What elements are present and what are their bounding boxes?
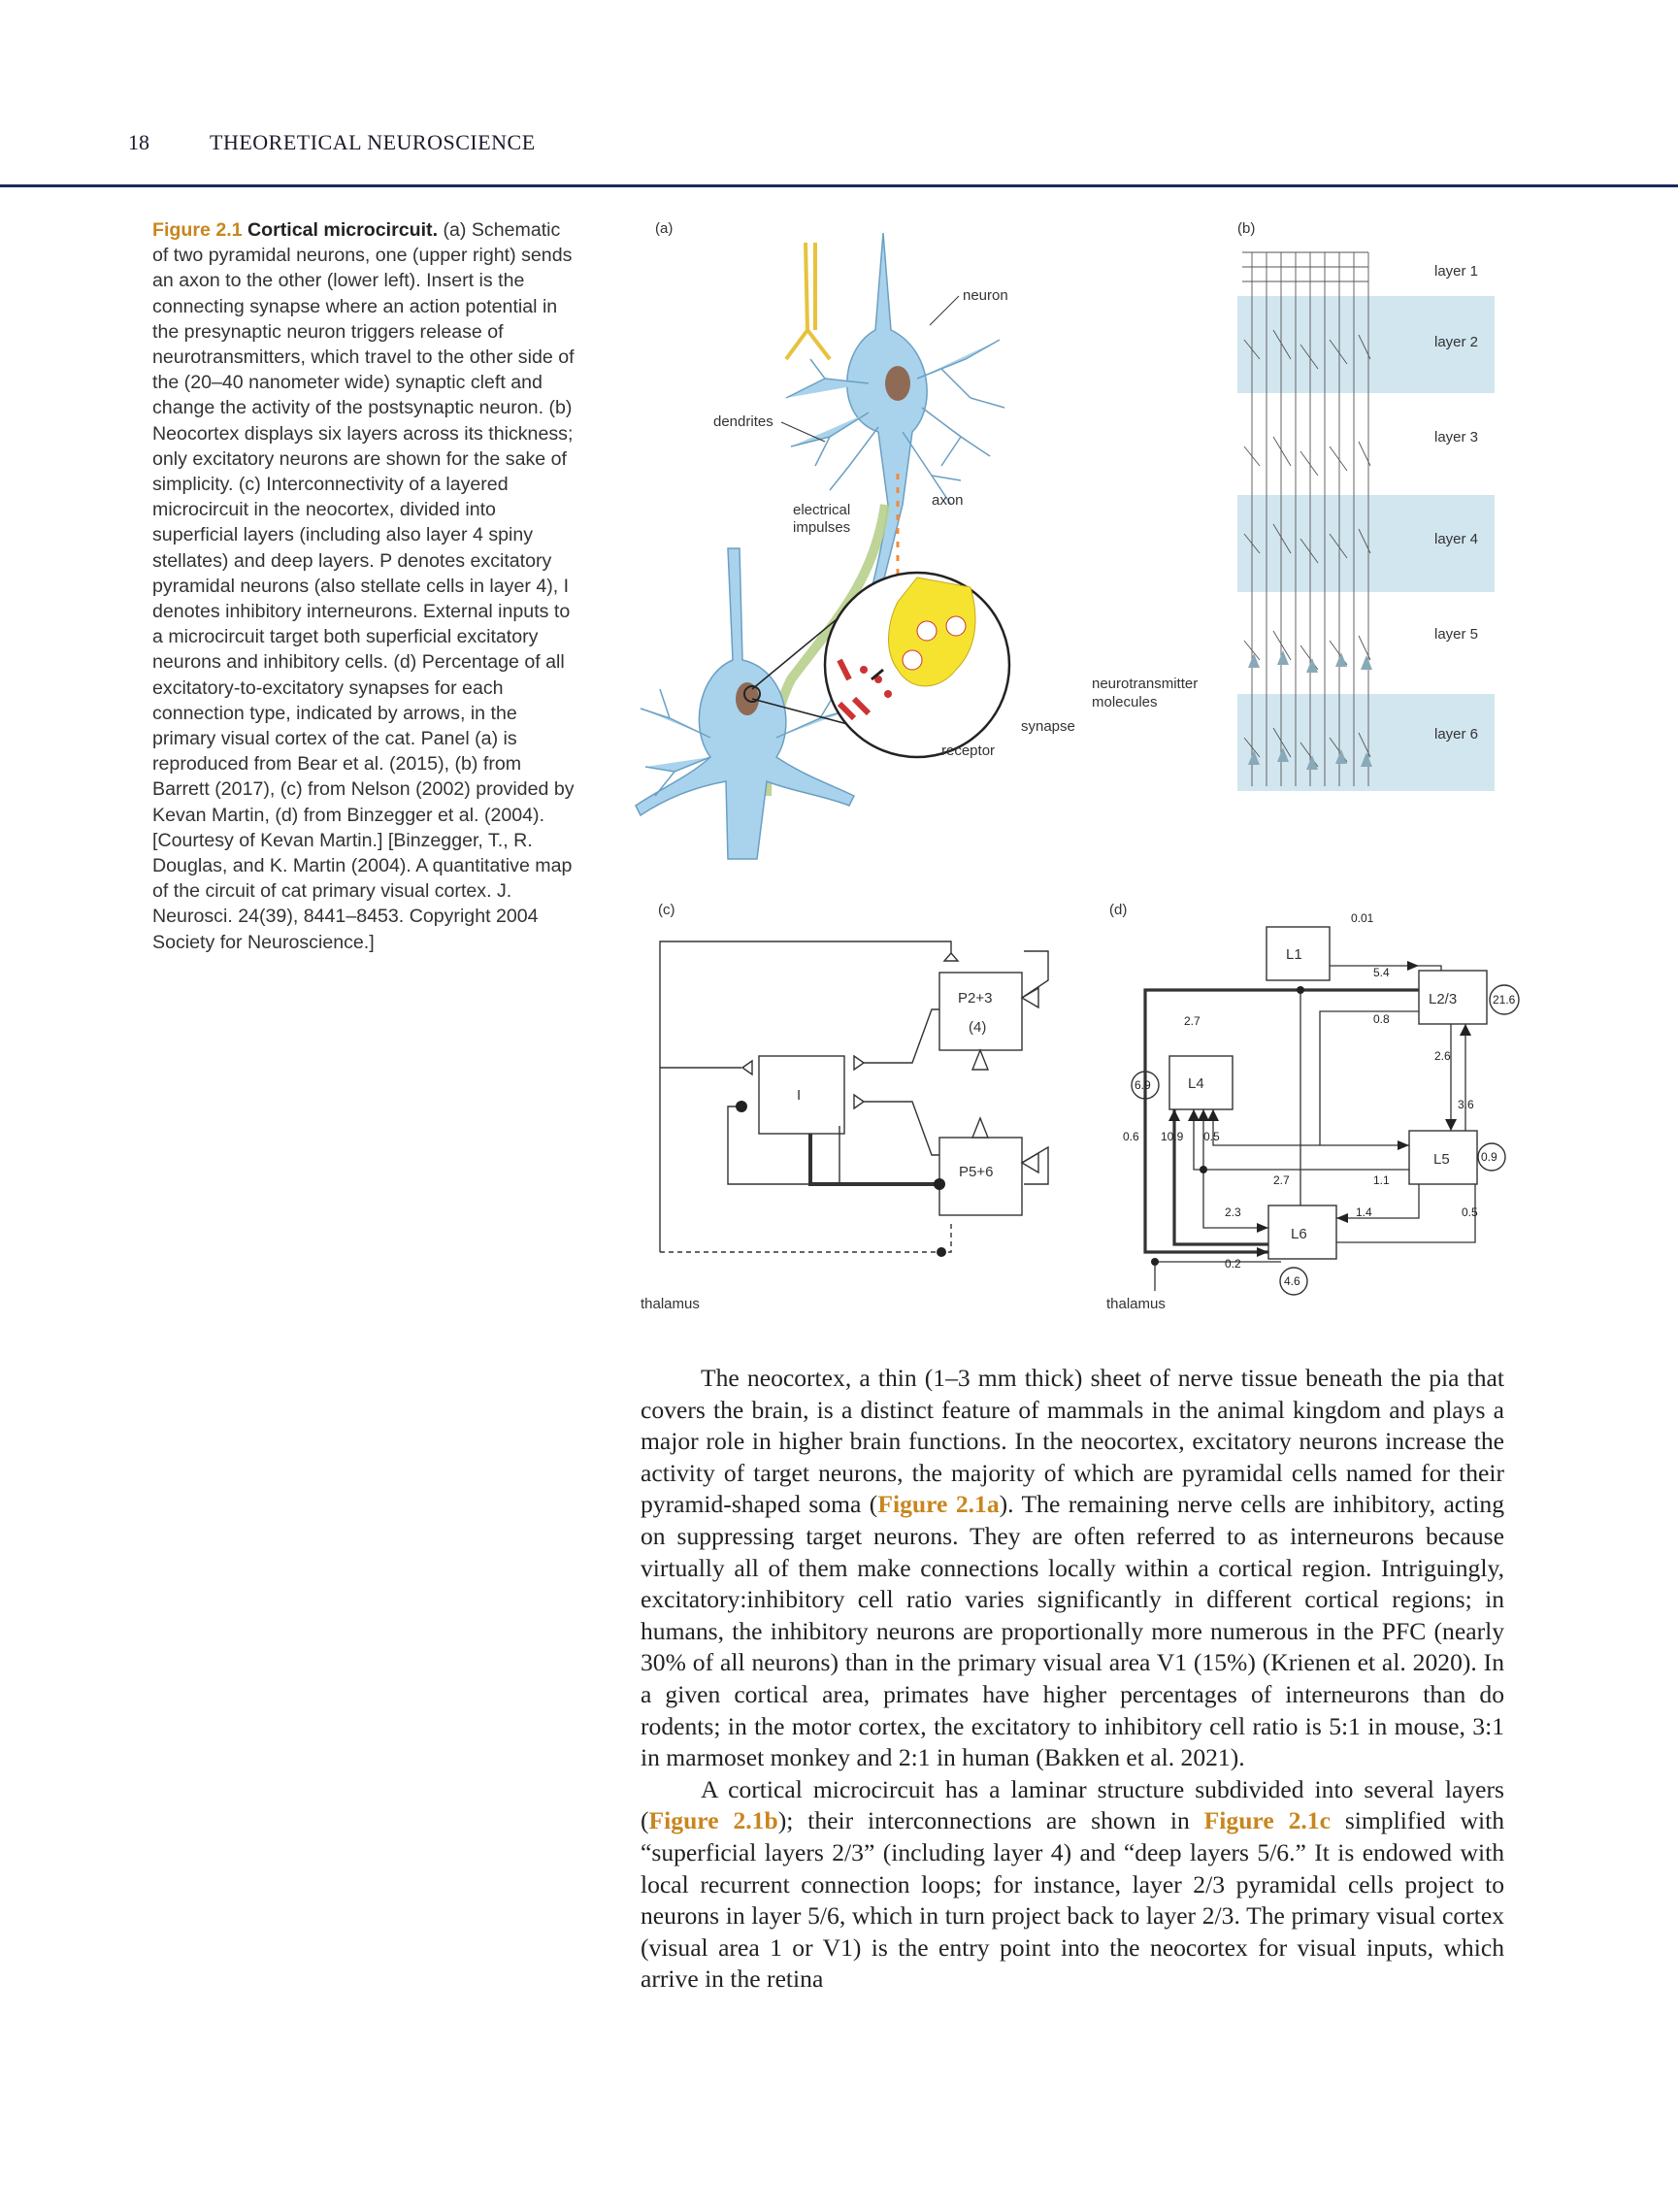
figure-link[interactable]: Figure 2.1b — [648, 1806, 778, 1835]
node-i: I — [797, 1087, 802, 1104]
value-label: 1.1 — [1373, 1173, 1390, 1187]
figure-link[interactable]: Figure 2.1c — [1203, 1806, 1331, 1835]
running-header — [0, 115, 1678, 192]
panel-c — [641, 902, 1048, 1312]
value-label: 2.6 — [1434, 1049, 1451, 1063]
node-l4: L4 — [1188, 1075, 1204, 1092]
layer-label: layer 1 — [1434, 263, 1479, 280]
value-label: 0.5 — [1462, 1205, 1478, 1219]
value-label: 0.01 — [1351, 911, 1374, 925]
page-number: 18 — [128, 130, 149, 154]
layer-label: layer 5 — [1434, 626, 1479, 643]
caption-title: Cortical microcircuit. — [247, 219, 439, 241]
value-label: 2.7 — [1273, 1173, 1290, 1187]
value-label: 1.4 — [1356, 1205, 1372, 1219]
label-synapse: synapse — [1021, 718, 1075, 735]
value-label: 5.4 — [1373, 966, 1390, 979]
panel-b — [1237, 220, 1495, 791]
value-label: 0.2 — [1225, 1257, 1241, 1271]
paragraph-text: A cortical microcircuit has a laminar structure subdivided into several layers ( — [641, 1774, 1504, 1835]
panel-d-thalamus: thalamus — [1106, 1296, 1166, 1312]
value-label: 0.6 — [1123, 1130, 1139, 1143]
node-l1: L1 — [1286, 946, 1302, 963]
paragraph — [641, 1363, 1504, 1774]
layer-label: layer 4 — [1434, 531, 1479, 547]
paragraph-text: simplified with “superficial layers 2/3” (including layer 4) and “deep layers 5/6.” It is endowed with local recurrent connection loops; for instance, layer 2/3 pyramidal cells project to neurons in layer 5/6, which in turn project back to layer 2/3. The primary visual cortex (visual area 1 or V1) is the entry point into the neocortex for visual inputs, which arrive in the retina — [641, 1806, 1504, 1994]
node-l6: L6 — [1291, 1226, 1307, 1242]
value-label: 0.9 — [1481, 1150, 1497, 1164]
label-molecules: molecules — [1092, 694, 1158, 710]
node-l5: L5 — [1433, 1151, 1450, 1168]
figure-2-1 — [621, 214, 1553, 1320]
layer-label: layer 3 — [1434, 429, 1479, 446]
node-l23: L2/3 — [1429, 991, 1458, 1007]
label-neuron: neuron — [963, 287, 1008, 304]
panel-b-label: (b) — [1237, 220, 1256, 237]
label-neurotransmitter: neurotransmitter — [1092, 676, 1199, 692]
label-impulses: impulses — [793, 519, 851, 536]
running-title: THEORETICAL NEUROSCIENCE — [210, 130, 536, 154]
header-rule — [0, 184, 1678, 187]
i-box — [759, 1056, 844, 1134]
layer-label: layer 2 — [1434, 334, 1479, 350]
node-p56: P5+6 — [959, 1164, 994, 1180]
value-label: 0.8 — [1373, 1012, 1390, 1026]
caption-text: (a) Schematic of two pyramidal neurons, one (upper right) sends an axon to the other (lower left). Insert is the connecting synapse where an action potential in the presynaptic neuron triggers release of neurotransmitters, which travel to the other side of the (20–40 nanometer wide) synaptic cleft and change the activity of the postsynaptic neuron. (b) Neocortex displays six layers across its thickness; only excitatory neurons are shown for the sake of simplicity. (c) Interconnectivity of a layered microcircuit in the neocortex, divided into superficial layers (including also layer 4 spiny stellates) and deep layers. P denotes excitatory pyramidal neurons (also stellate cells in layer 4), I denotes inhibitory interneurons. External inputs to a microcircuit target both superficial excitatory neurons and inhibitory cells. (d) Percentage of all excitatory-to-excitatory synapses for each connection type, indicated by arrows, in the primary visual cortex of the cat. Panel (a) is reproduced from Bear et al. (2015), (b) from Barrett (2017), (c) from Nelson (2002) provided by Kevan Martin, (d) from Binzegger et al. (2004). [Courtesy of Kevan Martin.] [Binzegger, T., R. Douglas, and K. Martin (2004). A quantitative map of the circuit of cat primary visual cortex. J. Neurosci. 24(39), 8441–8453. Copyright 2004 Society for Neuroscience.] — [152, 219, 575, 953]
value-label: 2.7 — [1184, 1014, 1201, 1028]
node-p23: P2+3 — [958, 990, 993, 1007]
panel-d — [1106, 902, 1519, 1312]
upper-neuron-nucleus — [885, 366, 910, 401]
label-dendrites: dendrites — [713, 413, 773, 430]
p23-box — [939, 973, 1022, 1050]
paragraph-text: The neocortex, a thin (1–3 mm thick) sheet of nerve tissue beneath the pia that covers the brain, is a distinct feature of mammals in the animal kingdom and plays a major role in higher brain functions. In the neocortex, excitatory neurons increase the activity of target neurons, the majority of which are pyramidal cells named for their pyramid-shaped soma ( — [641, 1364, 1504, 1519]
label-axon: axon — [932, 492, 964, 509]
figure-svg — [621, 214, 1553, 1320]
panel-c-label: (c) — [658, 902, 675, 918]
layer-label: layer 6 — [1434, 726, 1479, 743]
value-label: 6.9 — [1135, 1078, 1151, 1092]
panel-a — [636, 220, 1198, 859]
value-label: 10.9 — [1161, 1130, 1184, 1143]
figure-link[interactable]: Figure 2.1a — [877, 1490, 1000, 1519]
value-label: 2.3 — [1225, 1205, 1241, 1219]
label-electrical: electrical — [793, 502, 851, 518]
value-label: 0.5 — [1203, 1130, 1220, 1143]
paragraph-text: ); their interconnections are shown in — [777, 1806, 1204, 1835]
paragraph-text: ). The remaining nerve cells are inhibitory, acting on suppressing target neurons. They are often referred to as interneurons because virtually all of them make connections locally within a cortical region. Intriguingly, excitatory:inhibitory cell ratio varies significantly in different cortical regions; in humans, the inhibitory neurons are proportionally more numerous in the PFC (nearly 30% of all neurons) than in the primary visual area V1 (15%) (Krienen et al. 2020). In a given cortical area, primates have higher percentages of interneurons than do rodents; in the motor cortex, the excitatory to inhibitory cell ratio is 5:1 in mouse, 3:1 in marmoset monkey and 2:1 in human (Bakken et al. 2021). — [641, 1490, 1504, 1772]
value-label: 3.6 — [1458, 1098, 1474, 1111]
node-p23-sub: (4) — [969, 1019, 987, 1036]
layer6-band — [1237, 694, 1495, 791]
figure-caption — [152, 217, 579, 955]
panel-a-label: (a) — [655, 220, 674, 237]
caption-figure-number: Figure 2.1 — [152, 219, 243, 241]
label-receptor: receptor — [941, 743, 996, 759]
body-text — [641, 1363, 1504, 1996]
incoming-axon — [786, 243, 830, 359]
value-label: 4.6 — [1284, 1274, 1300, 1288]
paragraph — [641, 1774, 1504, 1996]
panel-c-thalamus: thalamus — [641, 1296, 700, 1312]
panel-d-label: (d) — [1109, 902, 1128, 918]
value-label: 21.6 — [1493, 993, 1516, 1007]
